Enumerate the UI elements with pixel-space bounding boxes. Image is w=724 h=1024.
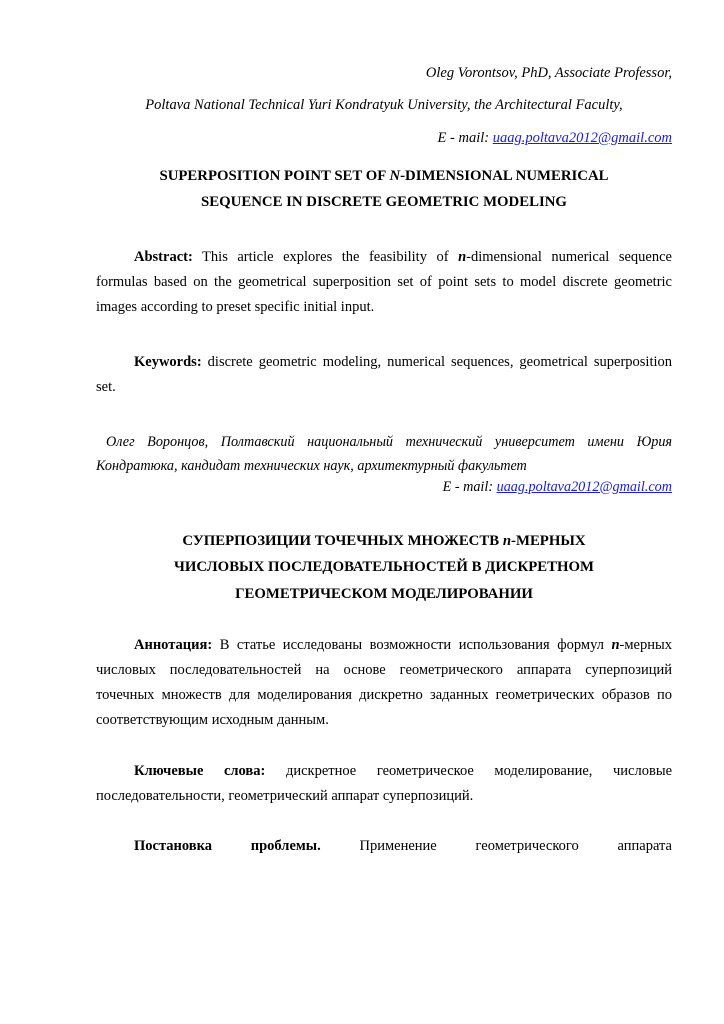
email-line xyxy=(96,127,672,150)
title-ru-part-a: СУПЕРПОЗИЦИИ ТОЧЕЧНЫХ МНОЖЕСТВ xyxy=(182,532,503,549)
email-line-ru xyxy=(96,479,672,496)
title-ru-part-b: -МЕРНЫХ xyxy=(511,532,586,549)
abstract-ru-label: Аннотация: xyxy=(134,636,213,653)
abstract-en xyxy=(96,245,672,320)
abstract-ru-text-b: -мерных числовых последовательностей на основе геометрического аппарата суперпозиций точечных множеств для моделирования дискретно заданных геометрических образов по соответствующим исходным данным. xyxy=(96,636,672,728)
page-title-ru xyxy=(96,528,672,607)
abstract-en-n: n xyxy=(458,249,467,266)
institution-line: Poltava National Technical Yuri Kondratyuk University, the Architectural Faculty, xyxy=(145,97,623,114)
section-heading-ru xyxy=(96,834,672,859)
keywords-en-text: discrete geometric modeling, numerical sequences, geometrical superposition set. xyxy=(96,354,672,396)
title-ru-n: n xyxy=(502,532,512,549)
section-ru-label: Постановка проблемы. xyxy=(134,838,321,855)
affiliation-ru-text1: Олег Воронцов, Полтавский национальный технический университет имени xyxy=(106,434,625,451)
title-en-n: N xyxy=(389,168,401,185)
keywords-en-label: Keywords: xyxy=(134,354,202,371)
email-link[interactable]: uaag.poltava2012@gmail.com xyxy=(492,129,672,146)
keywords-ru-label: Ключевые слова: xyxy=(134,762,266,779)
email-label: E - mail: xyxy=(437,129,493,146)
title-en-part-b: -DIMENSIONAL NUMERICAL xyxy=(400,168,609,185)
email-label-ru: E - mail: xyxy=(442,478,497,495)
section-ru-text: Применение геометрического аппарата xyxy=(320,838,672,855)
keywords-en xyxy=(96,350,672,400)
keywords-ru xyxy=(96,759,672,809)
abstract-ru xyxy=(96,633,672,733)
email-link-ru[interactable]: uaag.poltava2012@gmail.com xyxy=(496,478,672,495)
author-line: Oleg Vorontsov, PhD, Associate Professor, xyxy=(425,65,672,81)
title-en-part-a: SUPERPOSITION POINT SET OF xyxy=(159,168,390,185)
affiliation-block xyxy=(96,62,672,150)
abstract-en-label: Abstract: xyxy=(134,249,193,266)
abstract-en-text-b: -dimensional numerical sequence formulas based on the geometrical superposition set of point sets to model discrete geometric images according to preset specific initial input. xyxy=(96,249,672,316)
abstract-en-text-a: This article explores the feasibility of xyxy=(192,249,459,266)
affiliation-ru-text2: Юрия Кондратюка, кандидат технических наук, архитектурный факультет xyxy=(96,434,673,475)
affiliation-ru-line1 xyxy=(96,430,672,479)
keywords-ru-text: дискретное геометрическое моделирование, числовые последовательности, геометрический аппарат суперпозиций. xyxy=(96,762,673,804)
abstract-ru-text-a: В статье исследованы возможности использования формул xyxy=(212,636,612,653)
title-en-line2: SEQUENCE IN DISCRETE GEOMETRIC MODELING xyxy=(201,193,567,210)
title-ru-line3: ГЕОМЕТРИЧЕСКОМ МОДЕЛИРОВАНИИ xyxy=(235,585,533,602)
abstract-ru-n: n xyxy=(611,636,620,653)
title-ru-line2: ЧИСЛОВЫХ ПОСЛЕДОВАТЕЛЬНОСТЕЙ В ДИСКРЕТНОМ xyxy=(173,559,595,576)
page-title-en xyxy=(96,164,672,215)
